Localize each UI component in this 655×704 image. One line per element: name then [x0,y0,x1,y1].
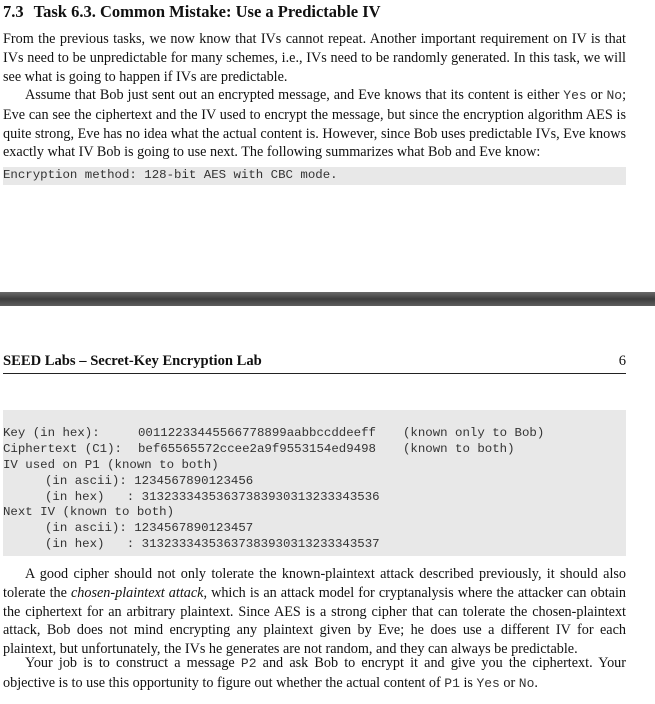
paragraph-chosen-plaintext [3,565,626,659]
ciphertext-label: Ciphertext (C1): [3,441,122,456]
code-line-next-iv-ascii: (in ascii): 1234567890123457 [45,521,254,536]
code-line-iv-label: IV used on P1 (known to both) [3,457,219,472]
text-run: and ask Bob to encrypt it and give you the ciphertext. Your objective is to use this opportunity to figure out whether the actual content of [3,655,626,691]
code-line-next-iv-hex: (in hex) : 31323334353637383930313233343537 [45,537,380,552]
code-line: Encryption method: 128-bit AES with CBC mode. [3,168,338,182]
emphasis-chosen-plaintext: chosen-plaintext attack [70,584,204,601]
text-run: or [499,674,519,691]
paragraph-job [3,654,626,694]
code-no: No [606,88,623,103]
code-yes: Yes [476,675,500,691]
code-p1: P1 [444,675,460,691]
paragraph-scenario [3,86,626,162]
ciphertext-value: bef65565572ccee2a9f9553154ed9498 [138,441,376,456]
section-heading: Task 6.3. Common Mistake: Use a Predictable IV [33,2,381,21]
code-no: No [518,675,535,691]
page-number: 6 [618,353,626,369]
text-run: . [534,674,538,691]
code-block-known-values [3,410,626,556]
text-run: , which is an attack model for cryptanalysis where the attacker can obtain the ciphertext for an arbitrary plaintext. Since AES is a strong cipher that can tolerate the chosen-plaintext attack, Bob does not mind encrypting any plaintext given by Eve; he does use a different IV for each plaintext, but unfortunately, the IVs he generates are not random, and they can always be predictable. [3,584,626,658]
page-separator-bar [0,292,655,306]
header-title: SEED Labs – Secret-Key Encryption Lab [3,353,262,369]
code-block-encryption-method [3,167,626,185]
code-line-next-iv-label: Next IV (known to both) [3,505,175,520]
code-yes: Yes [563,88,587,103]
ciphertext-note: (known to both) [403,441,515,456]
paragraph-intro-text: From the previous tasks, we now know that IVs cannot repeat. Another important requirement on IV is that IVs need to be unpredictable for many schemes, i.e., IVs need to be randomly generated. In this task, we will see what is going to happen if IVs are predictable. [3,31,626,85]
running-header [3,353,626,374]
text-run: is [459,674,477,691]
section-number: 7.3 [3,2,24,21]
text-run: ; Eve can see the ciphertext and the IV used to encrypt the message, but since the encryption algorithm AES is quite strong, Eve has no idea what the actual content is. However, since Bob uses predictable IVs, Eve knows exactly what IV Bob is going to use next. The following summarizes what Bob and Eve know: [3,87,627,161]
code-line-iv-hex: (in hex) : 31323334353637383930313233343536 [45,489,380,504]
text-run: or [586,87,607,103]
text-run: Your job is to construct a message [25,655,241,671]
code-line-iv-ascii: (in ascii): 1234567890123456 [45,473,254,488]
code-line-key [3,426,626,442]
text-run: Assume that Bob just sent out an encrypted message, and Eve knows that its content is either [25,87,564,103]
key-note: (known only to Bob) [403,426,545,440]
key-value: 00112233445566778899aabbccddeeff [138,426,376,440]
text-run: A good cipher should not only tolerate the known-plaintext attack described previously, it should also tolerate the [3,566,626,601]
section-title [3,2,381,22]
key-label: Key (in hex): [3,426,100,440]
code-line-ciphertext [3,442,626,458]
code-p2: P2 [240,656,257,671]
paragraph-intro [3,30,626,86]
